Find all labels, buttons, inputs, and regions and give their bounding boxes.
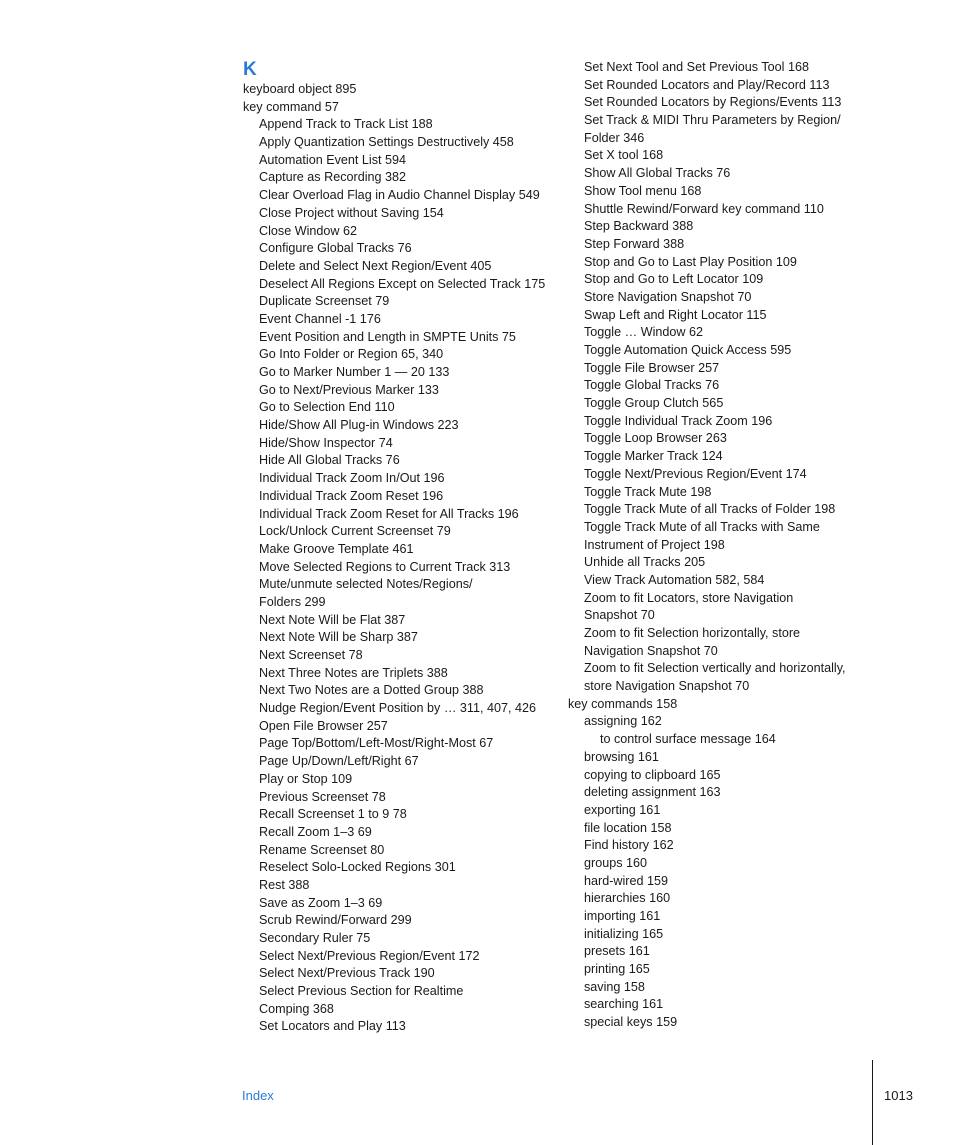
index-subentry: Instrument of Project 198 (584, 537, 725, 552)
index-subentry: Unhide all Tracks 205 (584, 555, 706, 570)
index-subentry: Close Project without Saving 154 (259, 205, 444, 220)
index-subentry: initializing 165 (584, 926, 664, 941)
index-subentry: Individual Track Zoom Reset for All Tracks 196 (259, 506, 519, 521)
index-subentry: Navigation Snapshot 70 (584, 643, 718, 658)
index-subentry: file location 158 (584, 820, 672, 835)
index-subentry: Next Three Notes are Triplets 388 (259, 665, 448, 680)
index-subentry: Store Navigation Snapshot 70 (584, 289, 752, 304)
index-subentry: Open File Browser 257 (259, 718, 388, 733)
index-subentry: Automation Event List 594 (259, 152, 407, 167)
index-subentry: searching 161 (584, 997, 664, 1012)
page-number: 1013 (884, 1088, 913, 1103)
index-subentry: Go Into Folder or Region 65, 340 (259, 347, 444, 362)
index-subentry: Apply Quantization Settings Destructively 458 (259, 135, 514, 150)
index-subentry: Event Position and Length in SMPTE Units 75 (259, 329, 516, 344)
index-subentry: Snapshot 70 (584, 608, 655, 623)
index-subentry: Toggle … Window 62 (584, 325, 704, 340)
index-subentry: Toggle Track Mute 198 (584, 484, 712, 499)
index-subentry: Show Tool menu 168 (584, 183, 702, 198)
index-subentry: View Track Automation 582, 584 (584, 572, 765, 587)
index-subentry: Configure Global Tracks 76 (259, 241, 412, 256)
index-subentry: importing 161 (584, 909, 661, 923)
index-subentry: Toggle Global Tracks 76 (584, 378, 720, 393)
index-subentry: Secondary Ruler 75 (259, 931, 371, 945)
index-subentry: Go to Marker Number 1 — 20 133 (259, 365, 450, 379)
index-subentry: presets 161 (584, 944, 650, 959)
index-subentry: Set Locators and Play 113 (259, 1019, 406, 1034)
footer-divider (872, 1060, 873, 1145)
index-subentry: Toggle File Browser 257 (584, 360, 720, 375)
index-subentry: exporting 161 (584, 802, 661, 817)
index-subentry: Rename Screenset 80 (259, 842, 385, 857)
index-subentry: Select Next/Previous Track 190 (259, 966, 435, 981)
index-column-left (243, 81, 563, 1036)
index-subentry: hard-wired 159 (584, 873, 669, 888)
index-subentry: Page Up/Down/Left/Right 67 (259, 754, 419, 769)
index-subentry: Clear Overload Flag in Audio Channel Display 549 (259, 188, 540, 203)
index-subentry: Toggle Loop Browser 263 (584, 431, 727, 446)
index-subentry: Zoom to fit Locators, store Navigation (584, 590, 794, 605)
index-subentry: Deselect All Regions Except on Selected Track 175 (259, 276, 546, 291)
index-subentry: deleting assignment 163 (584, 785, 721, 800)
index-subentry: Recall Screenset 1 to 9 78 (259, 807, 407, 822)
index-subentry: special keys 159 (584, 1015, 678, 1030)
index-subentry: Individual Track Zoom In/Out 196 (259, 471, 445, 486)
index-subentry: Comping 368 (259, 1001, 334, 1016)
index-subentry: Append Track to Track List 188 (259, 117, 433, 132)
index-subentry: Reselect Solo-Locked Regions 301 (259, 860, 456, 875)
index-subentry: Folders 299 (259, 594, 326, 609)
index-subentry: Delete and Select Next Region/Event 405 (259, 258, 492, 273)
index-subentry: Folder 346 (584, 130, 645, 145)
index-subentry: Individual Track Zoom Reset 196 (259, 488, 444, 503)
index-subentry: Toggle Track Mute of all Tracks with Same (584, 519, 820, 534)
index-entry: key commands 158 (568, 696, 678, 711)
index-subentry: Capture as Recording 382 (259, 170, 407, 185)
index-subentry: Move Selected Regions to Current Track 313 (259, 559, 511, 574)
index-subentry: Set Rounded Locators by Regions/Events 113 (584, 95, 842, 110)
index-subentry: Recall Zoom 1–3 69 (259, 824, 372, 839)
index-entry: keyboard object 895 (243, 82, 357, 96)
index-subentry: Page Top/Bottom/Left-Most/Right-Most 67 (259, 736, 494, 751)
index-subentry: Toggle Automation Quick Access 595 (584, 343, 792, 357)
index-subentry: Next Note Will be Sharp 387 (259, 630, 418, 645)
index-subentry: Set Track & MIDI Thru Parameters by Region/ (584, 113, 841, 128)
index-subentry: Toggle Track Mute of all Tracks of Folder 198 (584, 502, 836, 517)
index-subentry: Duplicate Screenset 79 (259, 294, 390, 309)
index-subentry: Shuttle Rewind/Forward key command 110 (584, 201, 824, 216)
index-subentry: groups 160 (584, 855, 648, 870)
index-subentry: Stop and Go to Left Locator 109 (584, 272, 764, 287)
index-subentry: Previous Screenset 78 (259, 789, 386, 804)
index-subentry: Next Note Will be Flat 387 (259, 612, 406, 627)
index-subentry: Select Next/Previous Region/Event 172 (259, 948, 480, 963)
index-subentry: Go to Selection End 110 (259, 400, 395, 415)
index-column-right (568, 59, 868, 1032)
index-subentry: Event Channel -1 176 (259, 311, 381, 326)
index-subentry: Rest 388 (259, 877, 310, 892)
index-subsubentry: to control surface message 164 (600, 732, 776, 747)
index-subentry: Set X tool 168 (584, 148, 664, 163)
index-subentry: Save as Zoom 1–3 69 (259, 895, 383, 910)
index-subentry: Hide All Global Tracks 76 (259, 453, 400, 468)
index-subentry: printing 165 (584, 962, 650, 977)
index-subentry: Play or Stop 109 (259, 771, 353, 786)
index-subentry: Next Two Notes are a Dotted Group 388 (259, 683, 484, 698)
index-subentry: Toggle Individual Track Zoom 196 (584, 413, 773, 428)
index-subentry: Toggle Group Clutch 565 (584, 396, 724, 411)
index-subentry: saving 158 (584, 979, 645, 994)
index-subentry: Step Forward 388 (584, 236, 685, 251)
index-subentry: Stop and Go to Last Play Position 109 (584, 254, 797, 269)
index-subentry: Next Screenset 78 (259, 648, 363, 662)
index-entry: key command 57 (243, 99, 339, 114)
index-subentry: Find history 162 (584, 838, 674, 853)
index-subentry: copying to clipboard 165 (584, 767, 721, 782)
index-subentry: Zoom to fit Selection horizontally, store (584, 626, 801, 640)
index-subentry: Step Backward 388 (584, 219, 694, 234)
footer-section-label: Index (242, 1088, 274, 1103)
index-subentry: Scrub Rewind/Forward 299 (259, 913, 412, 928)
index-subentry: Close Window 62 (259, 223, 357, 238)
index-subentry: Set Rounded Locators and Play/Record 113 (584, 77, 830, 92)
index-subentry: Toggle Next/Previous Region/Event 174 (584, 466, 807, 481)
index-subentry: hierarchies 160 (584, 891, 671, 906)
index-subentry: Swap Left and Right Locator 115 (584, 307, 767, 322)
index-subentry: store Navigation Snapshot 70 (584, 679, 750, 694)
section-letter: K (243, 59, 257, 80)
index-subentry: Nudge Region/Event Position by … 311, 407, 426 (259, 701, 537, 716)
index-subentry: Zoom to fit Selection vertically and horizontally, (584, 661, 846, 676)
index-subentry: browsing 161 (584, 749, 659, 764)
index-subentry: Set Next Tool and Set Previous Tool 168 (584, 60, 809, 74)
index-subentry: assigning 162 (584, 714, 662, 729)
index-subentry: Mute/unmute selected Notes/Regions/ (259, 577, 473, 592)
index-subentry: Lock/Unlock Current Screenset 79 (259, 524, 451, 539)
index-subentry: Show All Global Tracks 76 (584, 166, 731, 181)
index-subentry: Hide/Show All Plug-in Windows 223 (259, 418, 459, 433)
index-subentry: Go to Next/Previous Marker 133 (259, 382, 439, 397)
index-subentry: Select Previous Section for Realtime (259, 984, 464, 999)
index-subentry: Hide/Show Inspector 74 (259, 435, 393, 450)
index-subentry: Toggle Marker Track 124 (584, 449, 723, 464)
index-subentry: Make Groove Template 461 (259, 541, 414, 556)
